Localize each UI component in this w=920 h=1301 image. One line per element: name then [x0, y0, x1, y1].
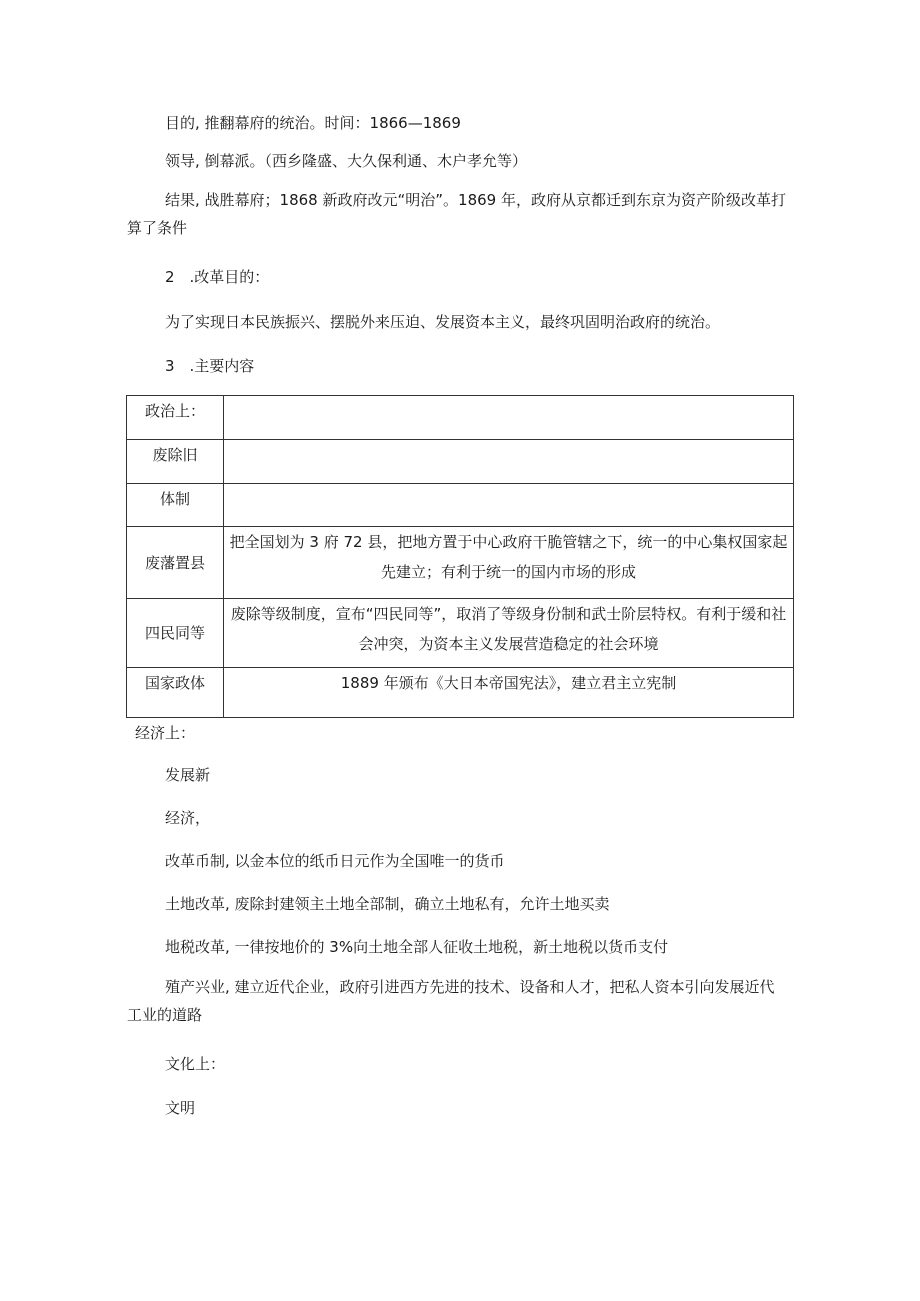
row-label: 体制	[127, 484, 224, 527]
culture-sub1: 文明	[165, 1099, 196, 1117]
row-desc	[224, 484, 794, 527]
economy-sub2: 经济，	[165, 809, 211, 827]
row-label: 废除旧	[127, 440, 224, 484]
main-content-table	[126, 395, 794, 718]
table-row	[127, 484, 794, 527]
table-row	[127, 396, 794, 440]
row-desc	[224, 440, 794, 484]
row-label: 国家政体	[127, 668, 224, 718]
economy-item: 殖产兴业, 建立近代企业，政府引进西方先进的技术、设备和人才，把私人资本引向发展近代工业的道路	[127, 978, 775, 1024]
row-label: 废藩置县	[127, 527, 224, 599]
section2-body: 为了实现日本民族振兴、摆脱外来压迫、发展资本主义，最终巩固明治政府的统治。	[165, 313, 721, 331]
purpose-line: 目的, 推翻幕府的统治。时间：1866—1869	[165, 114, 461, 132]
row-desc: 把全国划为 3 府 72 县，把地方置于中心政府干脆管辖之下，统一的中心集权国家起先建立；有利于统一的国内市场的形成	[224, 527, 794, 599]
row-label: 政治上：	[127, 396, 224, 440]
economy-sub1: 发展新	[165, 766, 211, 784]
economy-item: 改革币制, 以金本位的纸币日元作为全国唯一的货币	[165, 852, 505, 870]
culture-heading: 文化上：	[165, 1055, 226, 1073]
section2-heading: 2 .改革目的：	[165, 268, 270, 286]
economy-item: 土地改革, 废除封建领主土地全部制，确立土地私有，允许土地买卖	[165, 895, 610, 913]
row-desc: 废除等级制度，宣布“四民同等”，取消了等级身份制和武士阶层特权。有利于缓和社会冲突，为资本主义发展营造稳定的社会环境	[224, 599, 794, 668]
table-row	[127, 668, 794, 718]
table-row	[127, 599, 794, 668]
leader-line: 领导, 倒幕派。（西乡隆盛、大久保利通、木户孝允等）	[165, 152, 528, 170]
section3-heading: 3 .主要内容	[165, 357, 255, 375]
row-desc	[224, 396, 794, 440]
result-paragraph: 结果, 战胜幕府；1868 新政府改元“明治”。1869 年，政府从京都迁到东京为资产阶级改革打算了条件	[127, 191, 786, 237]
table-row	[127, 527, 794, 599]
row-desc: 1889 年颁布《大日本帝国宪法》，建立君主立宪制	[224, 668, 794, 718]
table-row	[127, 440, 794, 484]
economy-heading: 经济上：	[135, 724, 196, 742]
row-label: 四民同等	[127, 599, 224, 668]
economy-item: 地税改革, 一律按地价的 3%向土地全部人征收土地税，新土地税以货币支付	[165, 938, 669, 956]
